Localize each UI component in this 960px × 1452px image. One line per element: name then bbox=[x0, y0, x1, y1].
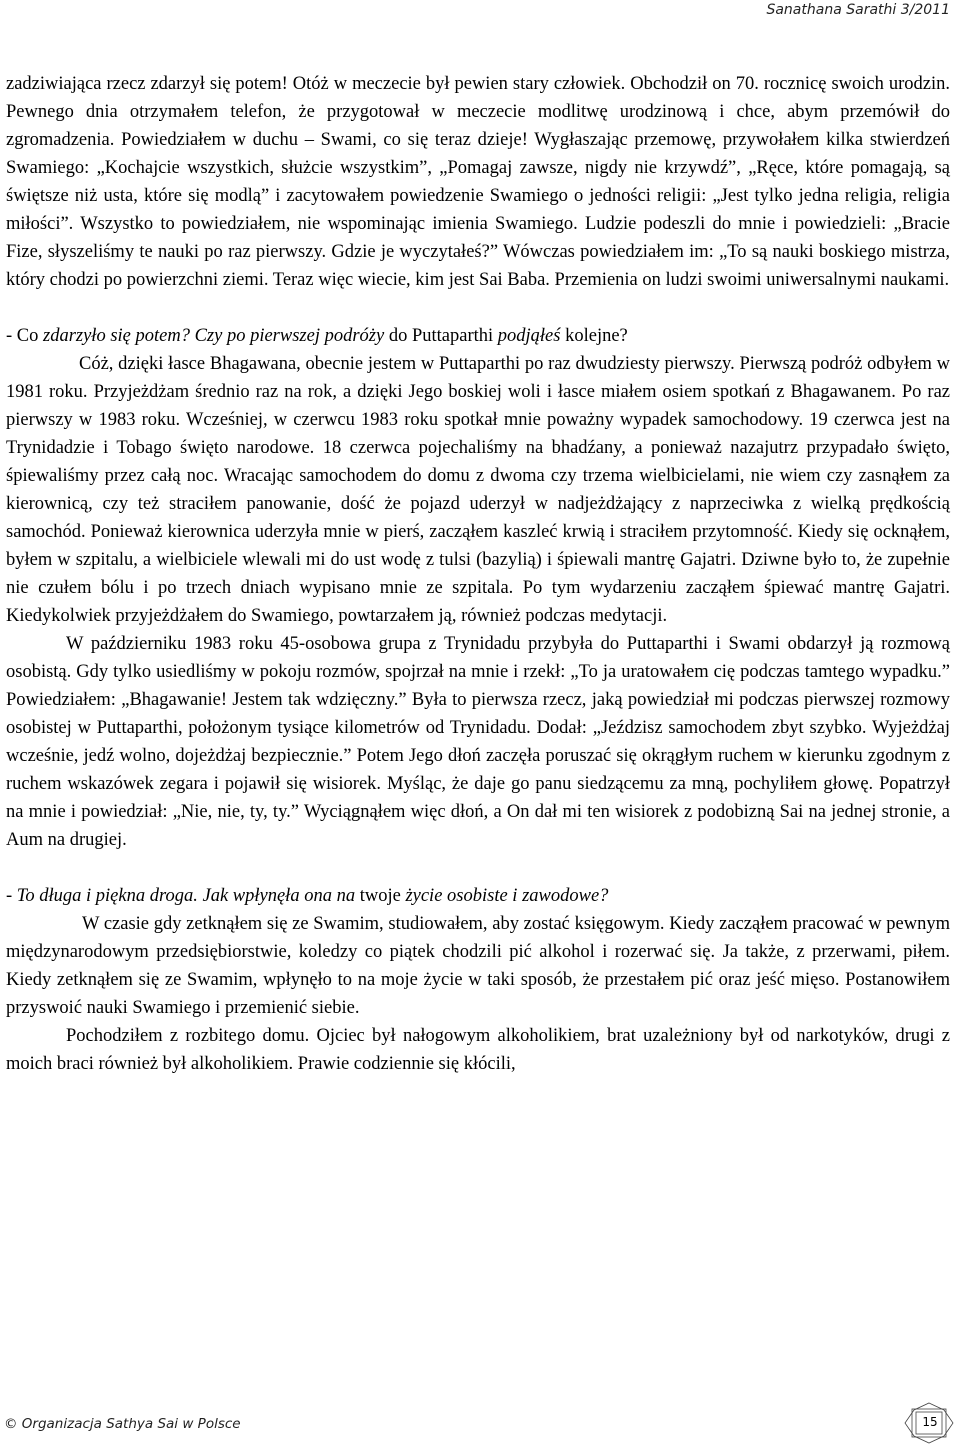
question-1 bbox=[6, 322, 950, 350]
question-2-part-c: życie osobiste i zawodowe? bbox=[405, 886, 609, 906]
page-header: Sanathana Sarathi 3/2011 bbox=[766, 2, 950, 18]
paragraph-gap bbox=[6, 294, 950, 322]
question-1-part-b: zdarzyło się potem? Czy po pierwszej podróży bbox=[43, 326, 385, 346]
question-2 bbox=[6, 882, 950, 910]
paragraph-gap bbox=[6, 854, 950, 882]
question-1-part-c: do Puttaparthi bbox=[384, 326, 498, 346]
question-2-part-b: twoje bbox=[355, 886, 406, 906]
paragraph-2: Cóż, dzięki łasce Bhagawana, obecnie jestem w Puttaparthi po raz dwudziesty pierwszy. Pierwszą podróż odbyłem w 1981 roku. Przyjeżdżam średnio raz na rok, a dzięki Jego boskiej woli i łasce miałem osiem spotkań z Bhagawanem. Po raz pierwszy w 1983 roku. Wcześniej, w czerwcu 1983 roku spotkał mnie poważny wypadek samochodowy. 19 czerwca jest na Trynidadzie i Tobago święto narodowe. 18 czerwca pojechaliśmy na bhadźany, a ponieważ nazajutrz przypadało święto, śpiewaliśmy przez całą noc. Wracając samochodem do domu z dwoma czy trzema wielbicielami, nie wiem czy zasnąłem za kierownicą, czy też straciłem panowanie, dość że pojazd uderzył w nadjeżdżający z naprzeciwka z wielką prędkością samochód. Ponieważ kierownica uderzyła mnie w pierś, zacząłem kaszleć krwią i straciłem przytomność. Kiedy się ocknąłem, byłem w szpitalu, a wielbiciele wlewali mi do ust wodę z tulsi (bazylią) i śpiewali mantrę Gajatri. Dziwne było to, że zupełnie nie czułem bólu i po trzech dniach wypisano mnie ze szpitala. Po tym wydarzeniu zacząłem śpiewać mantrę Gajatri. Kiedykolwiek przyjeżdżałem do Swamiego, powtarzałem ją, również podczas medytacji. bbox=[6, 354, 950, 626]
question-1-part-a: - Co bbox=[6, 326, 43, 346]
footer-organization: © Organizacja Sathya Sai w Polsce bbox=[4, 1416, 241, 1432]
article-body bbox=[6, 70, 950, 1078]
paragraph-5: Pochodziłem z rozbitego domu. Ojciec był nałogowym alkoholikiem, brat uzależniony był od narkotyków, drugi z moich braci również był alkoholikiem. Prawie codziennie się kłócili, bbox=[6, 1026, 950, 1074]
paragraph-4: W czasie gdy zetknąłem się ze Swamim, studiowałem, aby zostać księgowym. Kiedy zacząłem pracować w pewnym międzynarodowym przedsiębiorstwie, koledzy co piątek chodzili pić alkohol i rozerwać się. Ja także, z przerwami, piłem. Kiedy zetknąłem się ze Swamim, wpłynęło to na moje życie w taki sposób, że przestałem pić oraz jeść mięso. Postanowiłem przyswoić nauki Swamiego i przemienić siebie. bbox=[6, 914, 950, 1018]
question-1-part-d: podjąłeś bbox=[497, 326, 561, 346]
page-number-badge bbox=[898, 1400, 960, 1446]
question-2-part-a: - To długa i piękna droga. Jak wpłynęła ona na bbox=[6, 886, 356, 906]
paragraph-3: W październiku 1983 roku 45-osobowa grupa z Trynidadu przybyła do Puttaparthi i Swami obdarzył ją rozmową osobistą. Gdy tylko usiedliśmy w pokoju rozmów, spojrzał na mnie i rzekł: „To ja uratowałem cię podczas tamtego wypadku.” Powiedziałem: „Bhagawanie! Jestem tak wdzięczny.” Była to pierwsza rzecz, jaką powiedział mi podczas pierwszej rozmowy osobistej w Puttaparthi, położonym tysiące kilometrów od Trynidadu. Dodał: „Jeździsz samochodem zbyt szybko. Wyjeżdżaj wcześnie, jedź wolno, dojeżdżaj bezpiecznie.” Potem Jego dłoń zaczęła poruszać się okrągłym ruchem w kierunku zgodnym z ruchem wskazówek zegara i pojawił się wisiorek. Myśląc, że daje go panu siedzącemu za mną, pochyliłem głowę. Popatrzył na mnie i powiedział: „Nie, nie, ty, ty.” Wyciągnąłem więc dłoń, a On dał mi ten wisiorek z podobizną Sai na jednej stronie, a Aum na drugiej. bbox=[6, 634, 950, 850]
paragraph-1: zadziwiająca rzecz zdarzył się potem! Otóż w meczecie był pewien stary człowiek. Obchodził on 70. rocznicę swoich urodzin. Pewnego dnia otrzymałem telefon, że przygotował w meczecie modlitwę urodzinową i chce, abym przemówił do zgromadzenia. Powiedziałem w duchu – Swami, co się teraz dzieje! Wygłaszając przemowę, przywołałem kilka stwierdzeń Swamiego: „Kochajcie wszystkich, służcie wszystkim”, „Pomagaj zawsze, nigdy nie krzywdź”, „Ręce, które pomagają, są świętsze niż usta, które się modlą” i zacytowałem powiedzenie Swamiego o jedności religii: „Jest tylko jedna religia, religia miłości”. Wszystko to powiedziałem, nie wspominając imienia Swamiego. Ludzie podeszli do mnie i powiedzieli: „Bracie Fize, słyszeliśmy te nauki po raz pierwszy. Gdzie je wyczytałeś?” Wówczas powiedziałem im: „To są nauki boskiego mistrza, który chodzi po powierzchni ziemi. Teraz więc wiecie, kim jest Sai Baba. Przemienia on ludzi swoimi uniwersalnymi naukami. bbox=[6, 74, 950, 290]
question-1-part-e: kolejne? bbox=[560, 326, 628, 346]
page-number: 15 bbox=[922, 1415, 938, 1429]
